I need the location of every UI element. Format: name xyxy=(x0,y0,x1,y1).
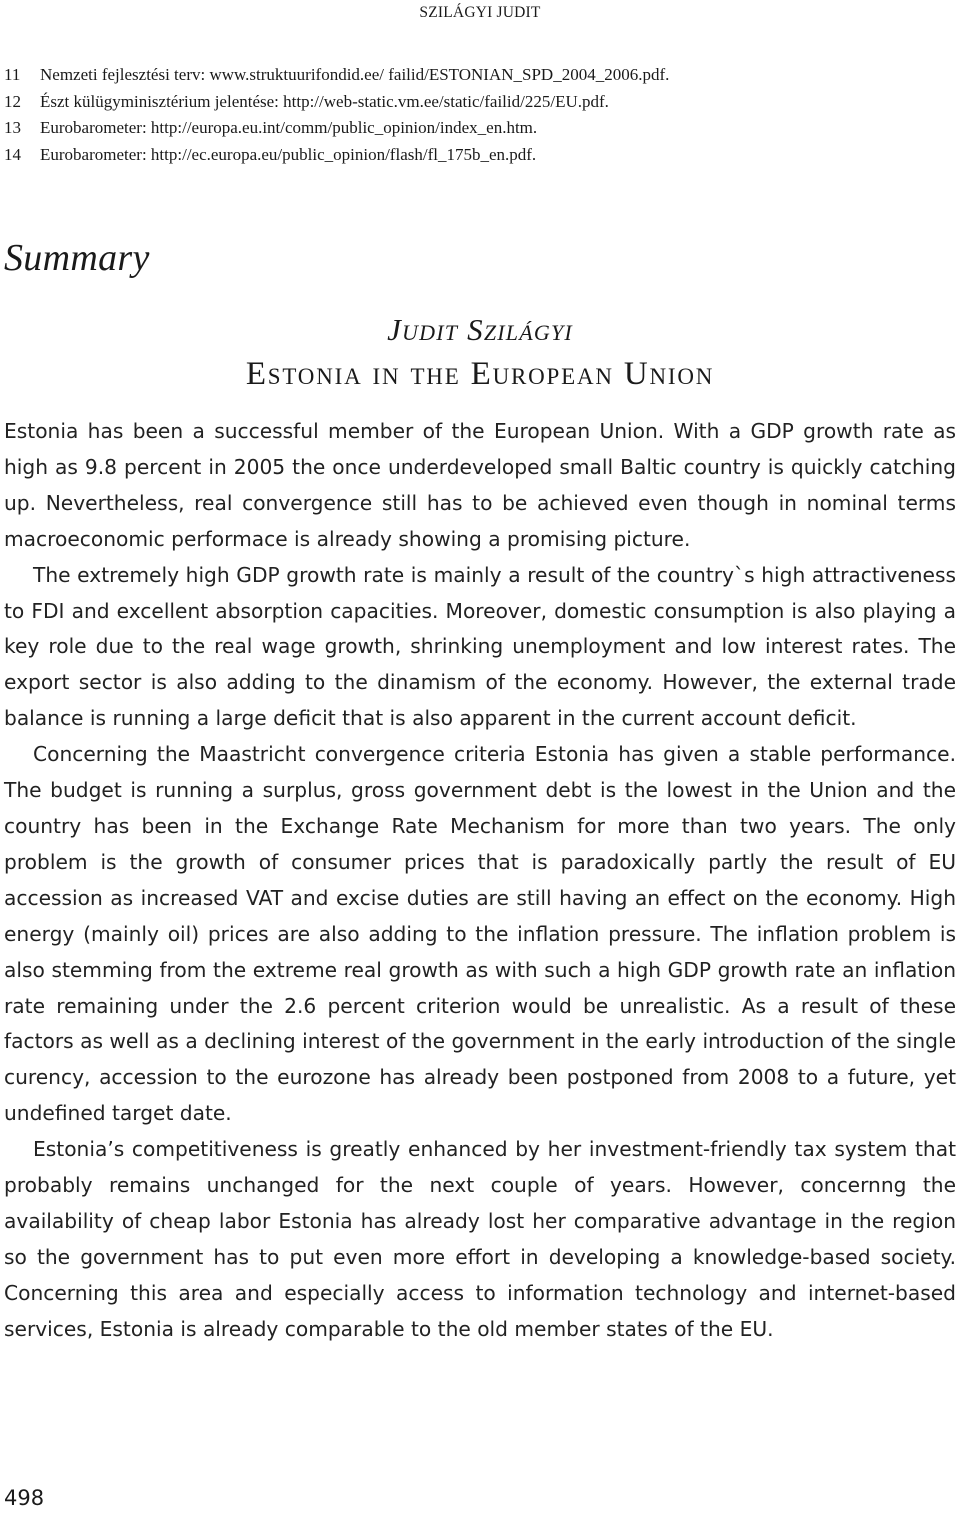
page-number: 498 xyxy=(4,1486,45,1510)
footnotes xyxy=(4,62,954,168)
footnote xyxy=(4,142,954,169)
footnote xyxy=(4,89,954,116)
body-paragraph: Estonia’s competitiveness is greatly enhanced by her investment-friendly tax system that probably remains unchanged for the next couple of years. However, concernng the availability of cheap labor Estonia has already lost her comparative advantage in the region so the government has to put even more effort in developing a knowledge-based society. Concerning this area and especially access to information technology and internet-based services, Estonia is already comparable to the old member states of the EU. xyxy=(4,1137,956,1341)
body-paragraph: Concerning the Maastricht convergence criteria Estonia has given a stable performance. The budget is running a surplus, gross government debt is the lowest in the Union and the country has been in the Exchange Rate Mechanism for more than two years. The only problem is the growth of consumer prices that is paradoxically partly the result of EU accession as increased VAT and excise duties are still having an effect on the economy. High energy (mainly oil) prices are also adding to the inflation pressure. The inflation problem is also stemming from the extreme real growth as with such a high GDP growth rate an inflation rate remaining under the 2.6 percent criterion would be unrealistic. As a result of these factors as well as a declining interest of the government in the early introduction of the single curency, accession to the eurozone has already been postponed from 2008 to a future, yet undefined target date. xyxy=(4,742,956,1126)
summary-body xyxy=(4,414,956,1348)
body-paragraph: Estonia has been a successful member of the European Union. With a GDP growth rate as high as 9.8 percent in 2005 the once underdeveloped small Baltic country is quickly catching up. Nevertheless, real convergence still has to be achieved even though in nominal terms macroeconomic performace is already showing a promising picture. xyxy=(4,419,956,551)
footnote-number: 11 xyxy=(4,65,21,84)
footnote-text: Nemzeti fejlesztési terv: www.struktuurifondid.ee/ failid/ESTONIAN_SPD_2004_2006.pdf. xyxy=(40,65,670,84)
running-header: SZILÁGYI JUDIT xyxy=(419,4,541,21)
article-title: Estonia in the European Union xyxy=(245,356,715,392)
footnote-text: Eurobarometer: http://europa.eu.int/comm/public_opinion/index_en.htm. xyxy=(40,118,538,137)
footnote-number: 12 xyxy=(4,91,21,111)
footnote-text: Észt külügyminisztérium jelentése: http://web-static.vm.ee/static/failid/225/EU.pdf. xyxy=(40,91,609,111)
footnote xyxy=(4,115,954,142)
footnote-number: 14 xyxy=(4,144,21,164)
footnote xyxy=(4,62,954,89)
footnote-text: Eurobarometer: http://ec.europa.eu/public_opinion/flash/fl_175b_en.pdf. xyxy=(40,144,537,164)
footnote-number: 13 xyxy=(4,118,21,137)
article-author: Judit Szilágyi xyxy=(387,312,573,347)
summary-heading: Summary xyxy=(4,237,150,279)
body-paragraph: The extremely high GDP growth rate is mainly a result of the country`s high attractiveness to FDI and excellent absorption capacities. Moreover, domestic consumption is also playing a key role due to the real wage growth, shrinking unemployment and low interest rates. The export sector is also adding to the dinamism of the economy. However, the external trade balance is running a large deficit that is also apparent in the current account deficit. xyxy=(4,562,956,731)
